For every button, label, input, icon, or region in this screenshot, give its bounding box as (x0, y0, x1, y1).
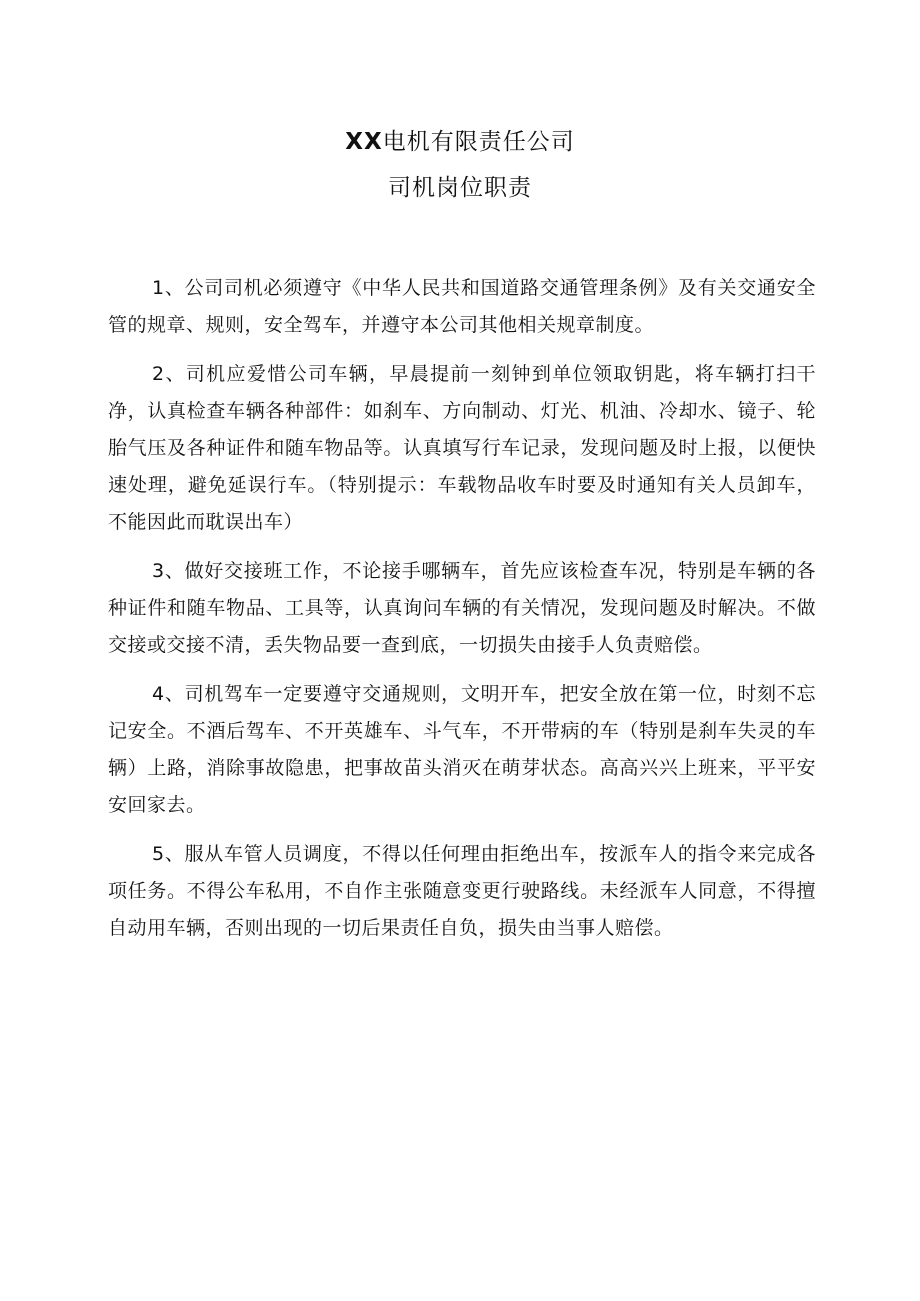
duty-paragraph-2: 2、司机应爱惜公司车辆，早晨提前一刻钟到单位领取钥匙，将车辆打扫干净，认真检查车辆各种部件：如刹车、方向制动、灯光、机油、冷却水、镜子、轮胎气压及各种证件和随车物品等。认真填写行车记录，发现问题及时上报，以便快速处理，避免延误行车。（特别提示：车载物品收车时要及时通知有关人员卸车，不能因此而耽误出车） (108, 363, 816, 533)
document-subtitle: 司机岗位职责 (388, 175, 532, 201)
title-prefix: XX (345, 129, 383, 155)
duty-paragraph-4: 4、司机驾车一定要遵守交通规则，文明开车，把安全放在第一位，时刻不忘记安全。不酒后驾车、不开英雄车、斗气车，不开带病的车（特别是刹车失灵的车辆）上路，消除事故隐患，把事故苗头消灭在萌芽状态。高高兴兴上班来，平平安安回家去。 (108, 683, 816, 816)
title-block (0, 122, 920, 208)
duty-paragraph-3: 3、做好交接班工作，不论接手哪辆车，首先应该检查车况，特别是车辆的各种证件和随车物品、工具等，认真询问车辆的有关情况，发现问题及时解决。不做交接或交接不清，丢失物品要一查到底，一切损失由接手人负责赔偿。 (108, 560, 816, 656)
title-rest: 电机有限责任公司 (382, 129, 575, 155)
duty-paragraph-5: 5、服从车管人员调度，不得以任何理由拒绝出车，按派车人的指令来完成各项任务。不得公车私用，不自作主张随意变更行驶路线。未经派车人同意，不得擅自动用车辆，否则出现的一切后果责任自负，损失由当事人赔偿。 (108, 843, 816, 939)
duty-paragraph-1: 1、公司司机必须遵守《中华人民共和国道路交通管理条例》及有关交通安全管的规章、规则，安全驾车，并遵守本公司其他相关规章制度。 (108, 277, 816, 336)
document-body (108, 270, 816, 959)
document-title (0, 122, 920, 162)
